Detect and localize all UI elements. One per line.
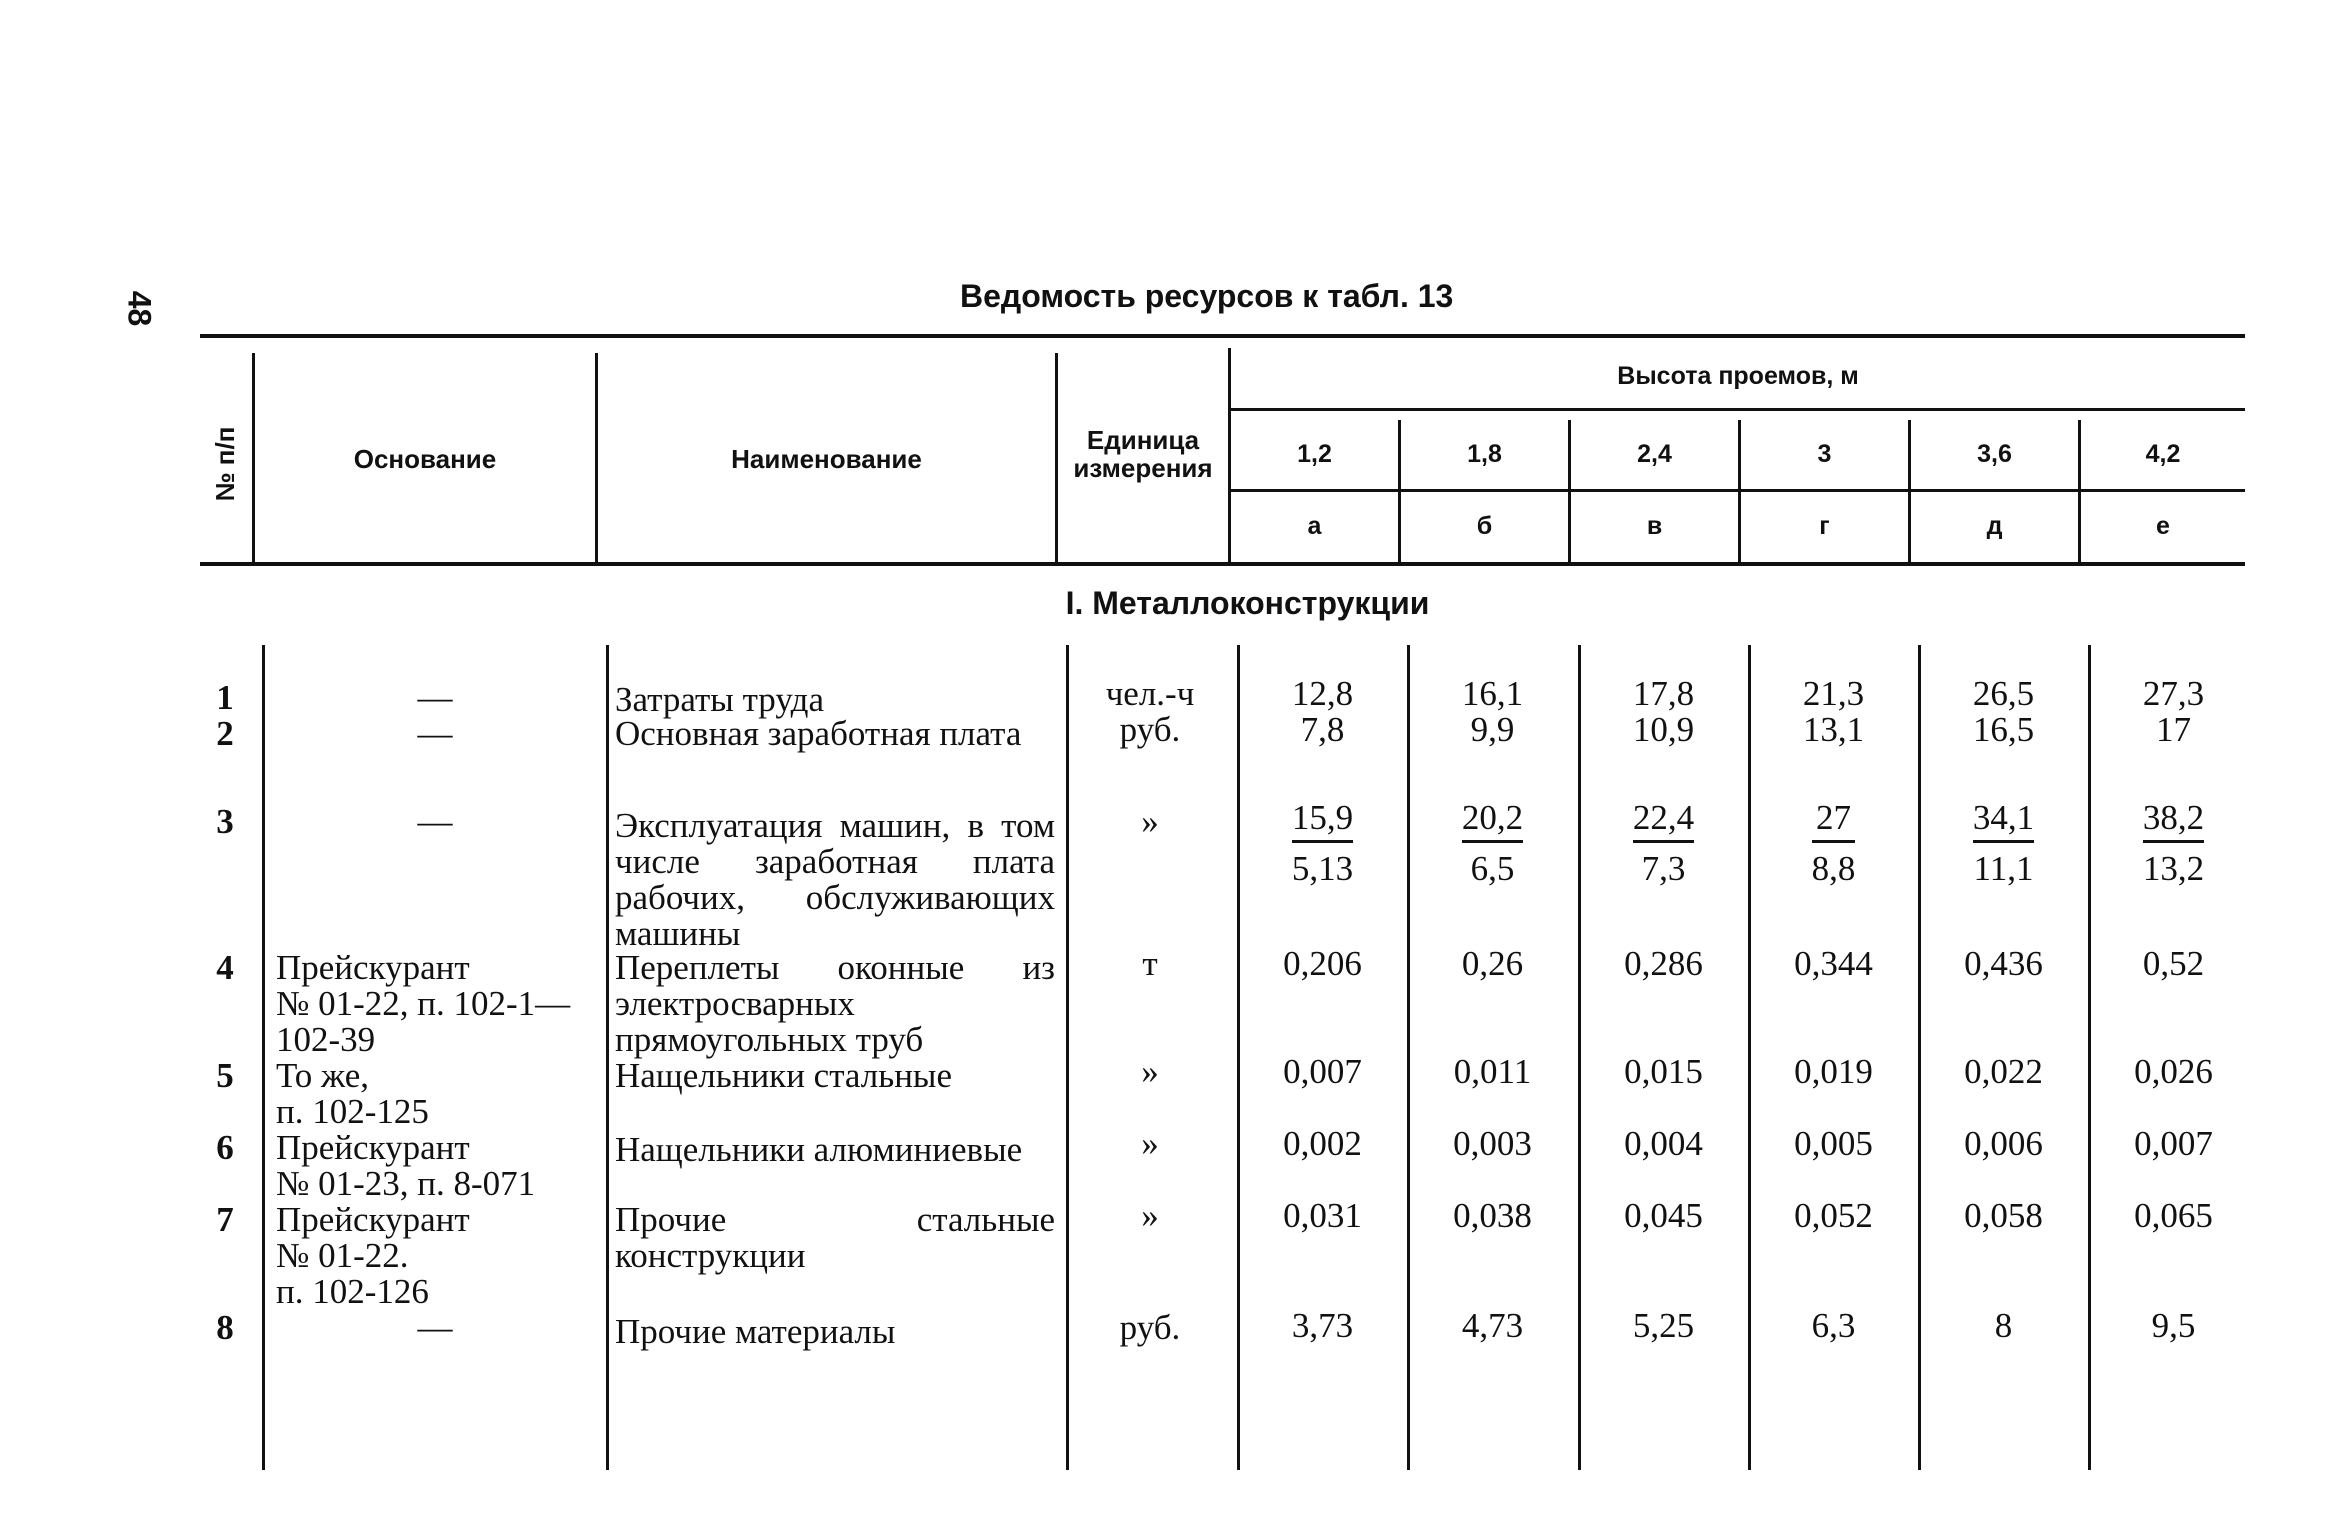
row-value: 0,006 <box>1964 1124 2043 1163</box>
fraction-denominator: 8,8 <box>1811 849 1856 888</box>
row-value: 0,015 <box>1624 1052 1703 1091</box>
height-col-label: 1,2 <box>1297 440 1332 468</box>
height-col-label: 3 <box>1817 440 1832 468</box>
row-value: 10,9 <box>1632 710 1695 749</box>
row-number: 3 <box>216 802 234 841</box>
fraction-denominator: 6,5 <box>1470 849 1515 888</box>
row-value: 6,3 <box>1811 1306 1856 1345</box>
row-name: Переплеты оконные из электросварных прямоугольных труб <box>615 948 1055 1059</box>
row-value: 16,5 <box>1972 710 2035 749</box>
row-unit: чел.-ч <box>1105 674 1195 713</box>
fraction-value <box>1410 800 1575 887</box>
row-basis: — <box>417 1308 453 1347</box>
header-height-group: Высота проемов, м <box>1617 362 1859 390</box>
row-basis: — <box>417 678 453 717</box>
fraction-value <box>2091 800 2256 887</box>
row-basis: Прейскурант № 01-22, п. 102-1— 102-39 <box>276 948 571 1059</box>
fraction-value <box>1581 800 1746 887</box>
page-number: 48 <box>121 290 158 327</box>
row-value: 0,011 <box>1453 1052 1532 1091</box>
fraction-numerator: 38,2 <box>2143 800 2204 843</box>
row-value: 0,007 <box>2134 1124 2213 1163</box>
body-divider <box>262 645 265 1470</box>
row-value: 0,26 <box>1461 944 1524 983</box>
row-value: 0,206 <box>1283 944 1362 983</box>
fraction-value <box>1751 800 1916 887</box>
section-title: I. Металлоконструкции <box>1065 585 1430 621</box>
fraction-denominator: 11,1 <box>1973 849 2034 888</box>
row-value: 17,8 <box>1632 674 1695 713</box>
letter-col-label: в <box>1646 512 1663 540</box>
letter-col-label: б <box>1476 512 1493 540</box>
row-unit: » <box>1141 1052 1159 1091</box>
row-unit: руб. <box>1119 1308 1181 1347</box>
row-basis: — <box>417 802 453 841</box>
body-divider <box>606 645 609 1470</box>
fraction-denominator: 5,13 <box>1291 849 1354 888</box>
row-unit: » <box>1141 1124 1159 1163</box>
row-value: 26,5 <box>1972 674 2035 713</box>
header-top-rule <box>200 334 2245 338</box>
letter-col-label: д <box>1986 512 2003 540</box>
row-unit: т <box>1142 944 1158 983</box>
fraction-value <box>1921 800 2086 887</box>
row-value: 0,436 <box>1964 944 2043 983</box>
row-name: Нащельники алюминиевые <box>615 1130 1023 1169</box>
letter-col-label: г <box>1819 512 1830 540</box>
row-name: Нащельники стальные <box>615 1056 952 1095</box>
row-name: Основная заработная плата <box>615 714 1022 753</box>
row-value: 5,25 <box>1632 1306 1695 1345</box>
fraction-denominator: 7,3 <box>1641 849 1686 888</box>
fraction-numerator: 20,2 <box>1462 800 1523 843</box>
row-value: 27,3 <box>2142 674 2205 713</box>
row-number: 6 <box>216 1128 234 1167</box>
table-title: Ведомость ресурсов к табл. 13 <box>960 278 1454 314</box>
row-basis: — <box>417 714 453 753</box>
header-bottom-rule <box>200 562 2245 566</box>
fraction-numerator: 15,9 <box>1292 800 1353 843</box>
row-number: 5 <box>216 1056 234 1095</box>
row-value: 0,058 <box>1964 1196 2043 1235</box>
row-number: 8 <box>216 1308 234 1347</box>
row-value: 12,8 <box>1291 674 1354 713</box>
row-value: 21,3 <box>1802 674 1865 713</box>
height-col-label: 3,6 <box>1977 440 2012 468</box>
height-col-label: 1,8 <box>1467 440 1502 468</box>
row-value: 0,002 <box>1283 1124 1362 1163</box>
row-number: 2 <box>216 714 234 753</box>
row-value: 0,005 <box>1794 1124 1873 1163</box>
row-name: Прочие стальные конструкции <box>615 1200 1055 1275</box>
row-name: Прочие материалы <box>615 1312 896 1351</box>
fraction-numerator: 22,4 <box>1633 800 1694 843</box>
header-basis: Основание <box>353 444 497 474</box>
row-value: 0,344 <box>1794 944 1873 983</box>
height-col-label: 4,2 <box>2145 440 2181 468</box>
row-unit: » <box>1141 1196 1159 1235</box>
row-value: 4,73 <box>1461 1306 1524 1345</box>
row-value: 9,5 <box>2151 1306 2196 1345</box>
row-value: 0,022 <box>1964 1052 2043 1091</box>
row-value: 13,1 <box>1802 710 1865 749</box>
height-col-label: 2,4 <box>1637 440 1672 468</box>
row-value: 9,9 <box>1470 710 1515 749</box>
header-name: Наименование <box>731 444 922 474</box>
letter-col-label: а <box>1307 512 1322 540</box>
row-basis: То же, п. 102-125 <box>276 1056 429 1131</box>
row-value: 0,004 <box>1624 1124 1703 1163</box>
row-value: 0,031 <box>1283 1196 1362 1235</box>
row-value: 0,007 <box>1283 1052 1362 1091</box>
row-value: 17 <box>2156 710 2191 749</box>
header-group-rule <box>1230 408 2245 411</box>
fraction-value <box>1240 800 1405 887</box>
row-value: 0,286 <box>1624 944 1703 983</box>
row-unit: руб. <box>1119 710 1181 749</box>
row-value: 0,045 <box>1624 1196 1703 1235</box>
row-value: 16,1 <box>1461 674 1524 713</box>
fraction-numerator: 27 <box>1812 800 1856 843</box>
row-name: Затраты труда <box>615 680 824 719</box>
row-value: 8 <box>1994 1306 2013 1345</box>
row-number: 7 <box>216 1200 234 1239</box>
row-basis: Прейскурант № 01-23, п. 8-071 <box>276 1128 536 1203</box>
row-number: 1 <box>216 678 234 717</box>
row-number: 4 <box>216 948 234 987</box>
body-divider <box>1066 645 1069 1470</box>
row-value: 0,038 <box>1453 1196 1532 1235</box>
row-name: Эксплуатация машин, в том числе заработная плата рабочих, обслуживающих машины <box>615 806 1055 953</box>
row-value: 0,026 <box>2134 1052 2213 1091</box>
row-value: 0,003 <box>1453 1124 1532 1163</box>
row-value: 3,73 <box>1291 1306 1354 1345</box>
row-value: 0,52 <box>2142 944 2205 983</box>
fraction-denominator: 13,2 <box>2142 849 2205 888</box>
letter-col-label: е <box>2156 512 2170 540</box>
row-value: 7,8 <box>1300 710 1345 749</box>
fraction-numerator: 34,1 <box>1973 800 2034 843</box>
row-value: 0,052 <box>1794 1196 1873 1235</box>
header-unit: Единица измерения <box>1073 425 1213 483</box>
row-value: 0,019 <box>1794 1052 1873 1091</box>
row-basis: Прейскурант № 01-22. п. 102-126 <box>276 1200 470 1311</box>
row-value: 0,065 <box>2134 1196 2213 1235</box>
header-num: № п/п <box>210 426 240 502</box>
row-unit: » <box>1141 802 1159 841</box>
